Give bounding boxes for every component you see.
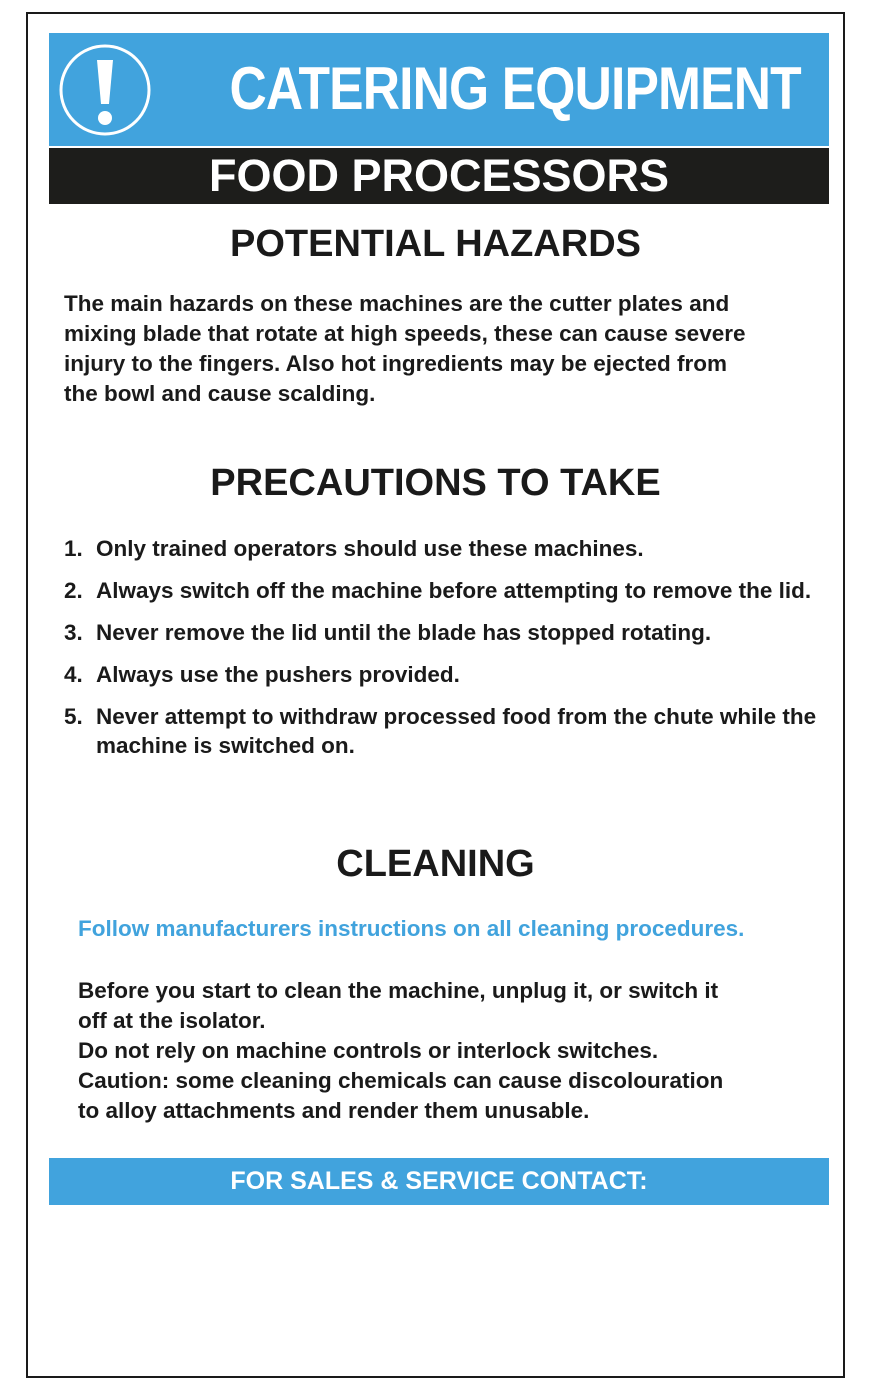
subtitle-bar: FOOD PROCESSORS [49,148,829,204]
cleaning-heading: CLEANING [336,843,535,885]
item-number: 2. [64,578,83,603]
precautions-heading: PRECAUTIONS TO TAKE [210,462,661,504]
contact-bar: FOR SALES & SERVICE CONTACT: [49,1158,829,1205]
list-item [64,660,824,689]
exclamation-circle-icon [57,42,153,138]
item-text: Never attempt to withdraw processed food from the chute while the machine is switched on. [96,704,817,758]
item-text: Always use the pushers provided. [96,662,460,687]
cleaning-paragraph [78,976,838,1126]
hazards-line: injury to the fingers. Also hot ingredients may be ejected from [64,351,728,376]
cleaning-note: Follow manufacturers instructions on all cleaning procedures. [78,916,745,941]
item-number: 1. [64,536,83,561]
cleaning-line: Do not rely on machine controls or interlock switches. [78,1038,659,1063]
list-item [64,702,824,760]
list-item [64,618,824,647]
hazards-line: mixing blade that rotate at high speeds, these can cause severe [64,321,746,346]
cleaning-line: Before you start to clean the machine, unplug it, or switch it [78,978,719,1003]
item-number: 4. [64,662,83,687]
precautions-list [64,534,824,773]
header-banner [49,33,829,146]
safety-sign [26,12,845,1378]
hazards-paragraph [64,289,834,409]
cleaning-line: off at the isolator. [78,1008,266,1033]
item-text: Never remove the lid until the blade has stopped rotating. [96,620,712,645]
item-text: Always switch off the machine before attempting to remove the lid. [96,578,812,603]
hazards-line: The main hazards on these machines are the cutter plates and [64,291,730,316]
cleaning-line: to alloy attachments and render them unusable. [78,1098,590,1123]
item-number: 5. [64,704,83,729]
item-number: 3. [64,620,83,645]
hazards-heading: POTENTIAL HAZARDS [230,223,641,265]
hazards-line: the bowl and cause scalding. [64,381,376,406]
banner-title: CATERING EQUIPMENT [229,55,801,122]
list-item [64,534,824,563]
item-text: Only trained operators should use these machines. [96,536,644,561]
cleaning-line: Caution: some cleaning chemicals can cause discolouration [78,1068,724,1093]
list-item [64,576,824,605]
